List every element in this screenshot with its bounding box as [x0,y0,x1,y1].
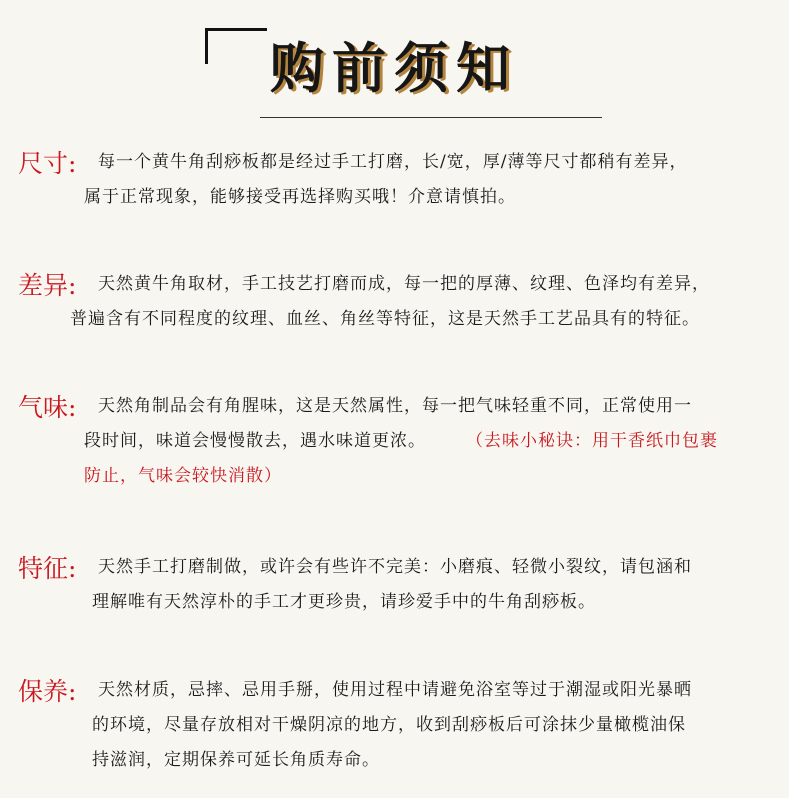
section-text-line: 天然材质，忌摔、忌用手掰，使用过程中请避免浴室等过于潮湿或阳光暴晒 [98,680,692,700]
title-underline [260,117,602,118]
header [0,0,789,125]
section-label: 特征: [18,554,77,583]
corner-bracket [205,28,267,64]
section-text-line: 的环境，尽量存放相对干燥阴凉的地方，收到刮痧板后可涂抹少量橄榄油保 [92,715,686,735]
section-label: 尺寸: [18,149,77,178]
section-text-line: 理解唯有天然淳朴的手工才更珍贵，请珍爱手中的牛角刮痧板。 [92,592,596,612]
section-text-line: 天然角制品会有角腥味，这是天然属性，每一把气味轻重不同，正常使用一 [98,396,692,416]
section-text-line: 天然手工打磨制做，或许会有些许不完美：小磨痕、轻微小裂纹，请包涵和 [98,557,692,577]
section-text-line: 属于正常现象，能够接受再选择购买哦！介意请慎拍。 [84,187,516,207]
section-text-line: 持滋润，定期保养可延长角质寿命。 [92,750,380,770]
page-title: 购前须知 [270,36,518,100]
section-label: 差异: [18,271,77,300]
section-label: 气味: [18,393,77,422]
odor-tip: （去味小秘诀：用干香纸巾包裹 [466,431,718,451]
odor-tip: 防止，气味会较快消散） [84,466,282,486]
section-text-line: 普遍含有不同程度的纹理、血丝、角丝等特征，这是天然手工艺品具有的特征。 [70,309,700,329]
section-text-line: 每一个黄牛角刮痧板都是经过手工打磨，长/宽，厚/薄等尺寸都稍有差异， [98,152,688,172]
section-text-line: 天然黄牛角取材，手工技艺打磨而成，每一把的厚薄、纹理、色泽均有差异， [98,274,710,294]
section-text-line: 段时间，味道会慢慢散去，遇水味道更浓。 [84,431,426,451]
section-label: 保养: [18,677,77,706]
